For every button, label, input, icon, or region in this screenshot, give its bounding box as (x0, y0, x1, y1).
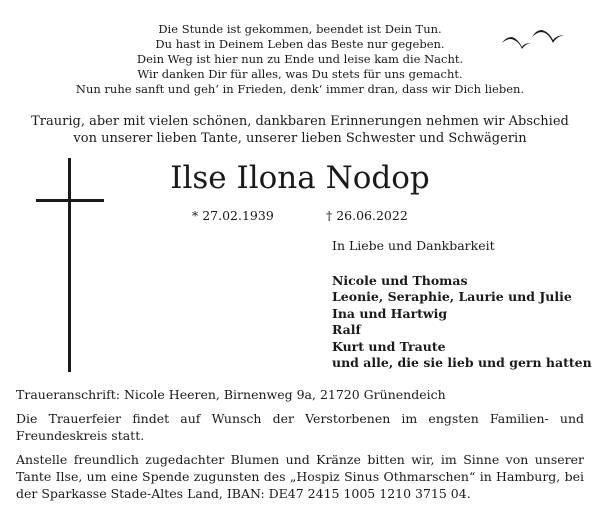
mourners-heading: In Liebe und Dankbarkeit (332, 238, 495, 253)
mourner-name: Nicole und Thomas (332, 273, 468, 288)
mourner-name: Ralf (332, 322, 361, 338)
mourner-name: Kurt und Traute (332, 338, 446, 354)
intro-line: Traurig, aber mit vielen schönen, dankbaren Erinnerungen nehmen wir Abschied (31, 114, 569, 129)
poem-line: Die Stunde ist gekommen, beendet ist Dein Tun. (158, 22, 442, 36)
poem-line: Du hast in Deinem Leben das Beste nur gegeben. (155, 37, 445, 51)
funeral-info: Die Trauerfeier findet auf Wunsch der Verstorbenen im engsten Familien- und Freundeskreis statt. (16, 411, 584, 443)
mourner-name: Ina und Hartwig (332, 305, 448, 321)
birth-date: * 27.02.1939 (192, 208, 274, 223)
poem (20, 22, 580, 97)
intro-text (14, 113, 586, 147)
poem-line: Wir danken Dir für alles, was Du stets für uns gemacht. (137, 67, 463, 81)
cross-icon (36, 158, 104, 372)
donation-info: Anstelle freundlich zugedachter Blumen und Kränze bitten wir, im Sinne von unserer Tante Ilse, um eine Spende zugunsten des „Hospiz Sinus Othmarschen“ in Hamburg, bei der Sparkasse Stade-Altes Land, IBAN: DE47 2415 1005 1210 3715 04. (16, 452, 584, 501)
poem-line: Nun ruhe sanft und geh‘ in Frieden, denk‘ immer dran, dass wir Dich lieben. (75, 82, 525, 96)
death-date: † 26.06.2022 (326, 208, 408, 223)
mourners-list (332, 273, 592, 371)
poem-line: Dein Weg ist hier nun zu Ende und leise kam die Nacht. (136, 52, 464, 66)
intro-line: von unserer lieben Tante, unserer lieben Schwester und Schwägerin (73, 131, 527, 146)
mourner-name: Leonie, Seraphie, Laurie und Julie (332, 289, 572, 305)
deceased-name: Ilse Ilona Nodop (170, 160, 430, 196)
mourner-name: und alle, die sie lieb und gern hatten (332, 355, 592, 371)
mourning-address: Traueranschrift: Nicole Heeren, Birnenweg 9a, 21720 Grünendeich (16, 387, 446, 402)
